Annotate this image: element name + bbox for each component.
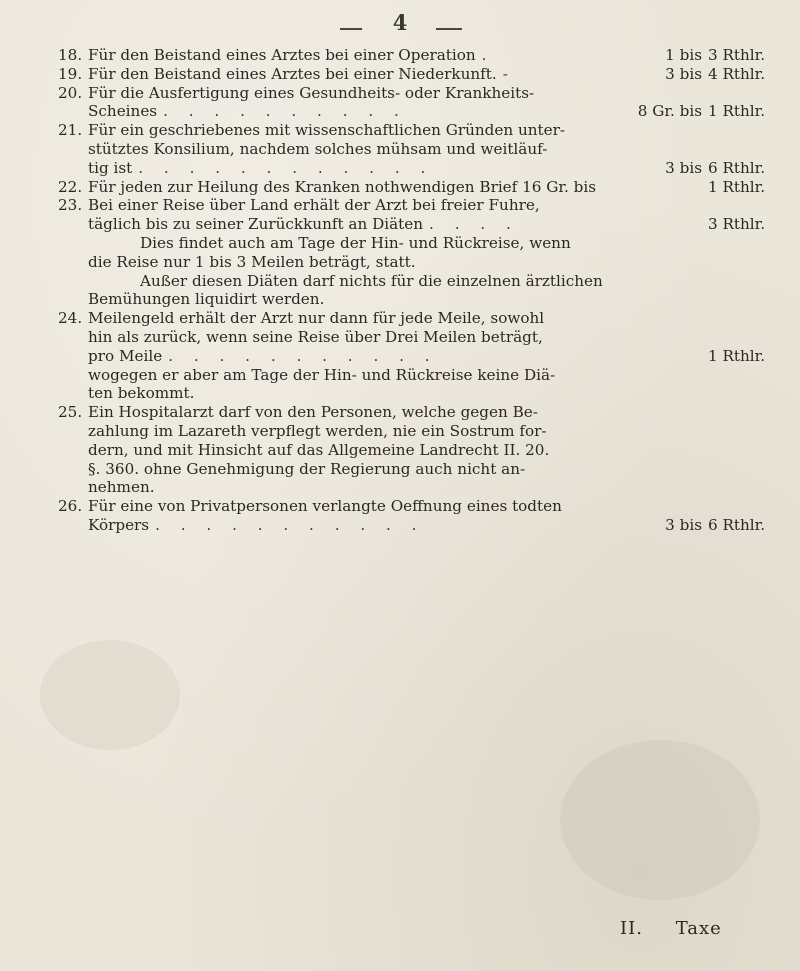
page-header — [0, 8, 800, 38]
leader-dots: . . . . . . . . . . . — [155, 515, 425, 534]
fee-amount: 3 Rthlr. — [708, 215, 766, 234]
entry-text: hin als zurück, wenn seine Reise über Drei Meilen beträgt, — [88, 327, 543, 346]
entry-text: Für den Beistand eines Arztes bei einer Operation — [88, 46, 476, 64]
entry-line — [88, 403, 778, 422]
entry-text: Dies findet auch am Tage der Hin- und Rückreise, wenn — [140, 233, 571, 252]
fee-schedule-list — [58, 46, 778, 535]
fee-amount: 1 Rthlr. — [708, 102, 766, 121]
paper-stain — [560, 740, 760, 900]
fee-amount: 6 Rthlr. — [708, 515, 766, 534]
entry-line — [88, 422, 778, 441]
entry-line — [88, 46, 778, 65]
entry-text: Bemühungen liquidirt werden. — [88, 290, 325, 309]
entry-line — [88, 441, 778, 460]
entry-line — [88, 478, 778, 497]
entry-text: Für die Ausfertigung eines Gesundheits- oder Krankheits- — [88, 83, 535, 102]
entry-text: Für den Beistand eines Arztes bei einer Niederkunft. — [88, 64, 497, 83]
paper-stain — [40, 640, 180, 750]
entry-number: 18. — [58, 46, 83, 64]
entry-text: Scheines — [88, 102, 158, 121]
entry-line — [88, 384, 778, 403]
catchword: Taxe — [675, 918, 722, 939]
leader-dots: . . . . — [429, 215, 519, 234]
leader-dots — [596, 178, 708, 197]
entry-text: §. 360. ohne Genehmigung der Regierung auch nicht an- — [88, 459, 526, 478]
entry-text: wogegen er aber am Tage der Hin- und Rückreise keine Diä- — [88, 365, 556, 384]
fee-amount: 3 Rthlr. — [708, 46, 766, 64]
fee-range-start: 3 bis — [665, 515, 702, 534]
fee-amount: 1 Rthlr. — [708, 177, 766, 196]
entry-line — [88, 497, 778, 516]
fee-entry — [58, 309, 778, 403]
fee-entry — [58, 178, 778, 197]
entry-line — [88, 460, 778, 479]
entry-text: nehmen. — [88, 478, 155, 497]
entry-text: Für jeden zur Heilung des Kranken nothwendigen Brief 16 Gr. bis — [88, 177, 597, 196]
entry-number: 25. — [58, 403, 83, 422]
entry-number: 26. — [58, 497, 83, 516]
fee-entry — [58, 65, 778, 84]
entry-number: 20. — [58, 83, 83, 102]
entry-text: die Reise nur 1 bis 3 Meilen beträgt, statt. — [88, 252, 416, 271]
page-footer — [620, 918, 722, 939]
header-rule-left — [340, 28, 362, 30]
entry-text: pro Meile — [88, 346, 163, 365]
header-rule-right — [436, 28, 462, 30]
entry-text: Außer diesen Diäten darf nichts für die einzelnen ärztlichen — [140, 271, 603, 290]
entry-line — [88, 84, 778, 103]
entry-line — [88, 328, 778, 347]
entry-text: Meilengeld erhält der Arzt nur dann für jede Meile, sowohl — [88, 309, 545, 328]
entry-text: ten bekommt. — [88, 384, 195, 403]
fee-entry — [58, 84, 778, 122]
fee-entry — [58, 403, 778, 497]
fee-range-start — [622, 347, 708, 366]
entry-number: 22. — [58, 177, 83, 196]
entry-line — [88, 140, 778, 159]
entry-text: Ein Hospitalarzt darf von den Personen, welche gegen Be- — [88, 403, 538, 422]
leader-dots: . . . . . . . . . . . — [168, 346, 438, 365]
entry-line — [88, 65, 778, 84]
entry-line — [88, 159, 778, 178]
entry-text: täglich bis zu seiner Zurückkunft an Diäten — [88, 215, 424, 234]
entry-text: zahlung im Lazareth verpflegt werden, nie ein Sostrum for- — [88, 421, 547, 440]
entry-text: stütztes Konsilium, nachdem solches mühsam und weitläuf- — [88, 139, 548, 158]
entry-line — [88, 178, 778, 197]
fee-amount: 1 Rthlr. — [708, 346, 766, 365]
fee-range-start — [622, 215, 708, 234]
fee-range-start: 8 Gr. bis — [637, 102, 702, 121]
entry-number: 19. — [58, 64, 83, 83]
entry-text: tig ist — [88, 158, 133, 177]
entry-line — [88, 290, 778, 309]
entry-line — [88, 215, 778, 234]
entry-text: dern, und mit Hinsicht auf das Allgemeine Landrecht II. 20. — [88, 440, 550, 459]
signature-mark: II. — [620, 918, 643, 939]
leader-dots: . . . . . . . . . . . . — [138, 158, 434, 177]
entry-line — [88, 196, 778, 215]
fee-entry — [58, 46, 778, 65]
leader-dots: - — [502, 64, 516, 83]
fee-range-start: 3 bis — [665, 64, 702, 83]
entry-line — [88, 309, 778, 328]
fee-range-start: 3 bis — [665, 158, 702, 177]
entry-line — [88, 253, 778, 272]
entry-line — [88, 347, 778, 366]
entry-number: 23. — [58, 196, 83, 215]
entry-line — [88, 102, 778, 121]
entry-text: Für eine von Privatpersonen verlangte Oeffnung eines todten — [88, 497, 562, 516]
leader-dots: . — [481, 46, 495, 64]
leader-dots: . . . . . . . . . . — [163, 102, 407, 121]
entry-line — [88, 516, 778, 535]
entry-number: 21. — [58, 121, 83, 140]
entry-text: Körpers — [88, 515, 150, 534]
fee-entry — [58, 196, 778, 309]
fee-amount: 6 Rthlr. — [708, 158, 766, 177]
entry-number: 24. — [58, 309, 83, 328]
fee-amount: 4 Rthlr. — [708, 64, 766, 83]
entry-line — [88, 121, 778, 140]
page-number: 4 — [392, 10, 408, 35]
entry-line — [88, 366, 778, 385]
entry-text: Für ein geschriebenes mit wissenschaftlichen Gründen unter- — [88, 121, 566, 140]
entry-line — [88, 272, 778, 291]
fee-entry — [58, 121, 778, 177]
fee-range-start: 1 bis — [665, 46, 702, 64]
entry-text: Bei einer Reise über Land erhält der Arzt bei freier Fuhre, — [88, 196, 540, 215]
fee-entry — [58, 497, 778, 535]
entry-line — [88, 234, 778, 253]
